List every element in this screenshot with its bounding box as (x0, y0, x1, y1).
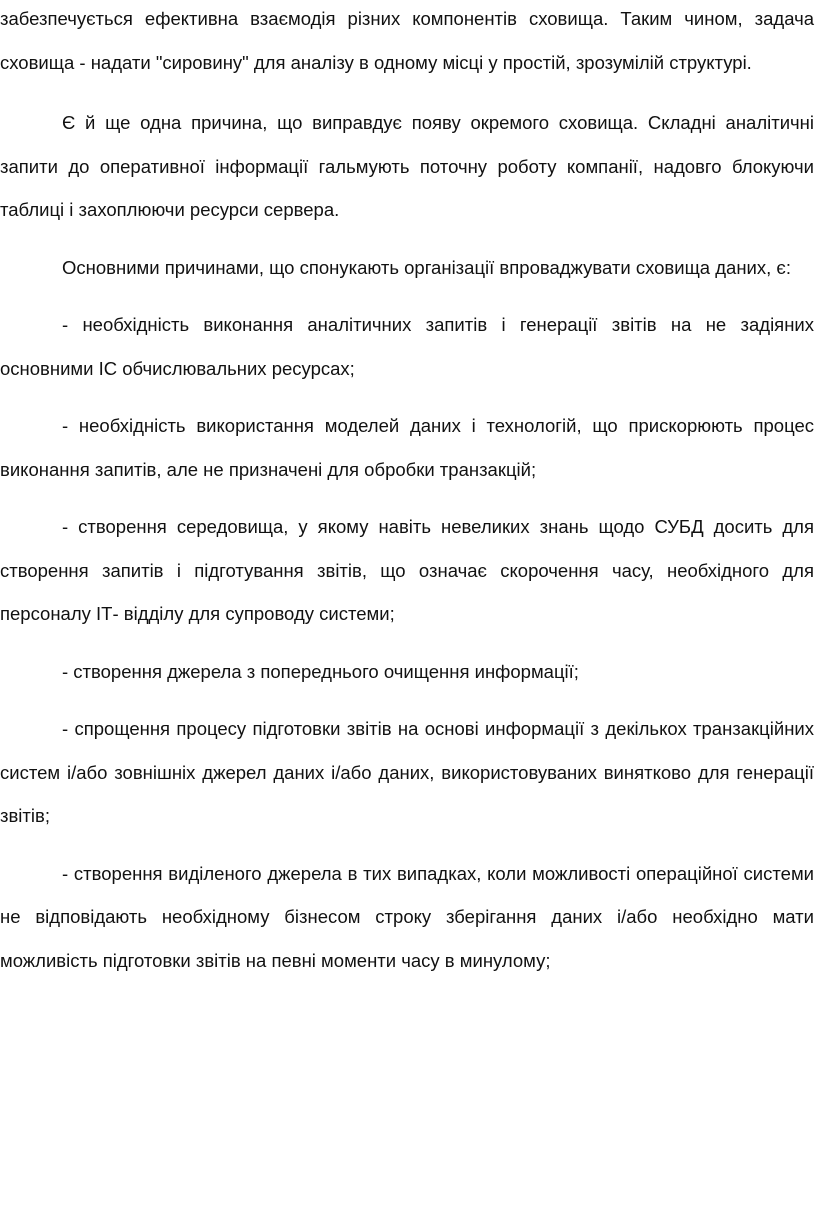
paragraph-another-reason: Є й ще одна причина, що виправдує появу окремого сховища. Складні аналітичні запити до оперативної інформації гальмують поточну роботу компанії, надовго блокуючи таблиці і захоплюючи ресурси сервера. (0, 112, 814, 220)
paragraph-continuation: забезпечується ефективна взаємодія різних компонентів сховища. Таким чином, задача сховища - надати "сировину" для аналізу в одному місці у простій, зрозумілій структурі. (0, 8, 814, 73)
list-item-data-models: - необхідність використання моделей даних і технологій, що прискорюють процес виконання запитів, але не призначені для обробки транзакцій; (0, 415, 814, 480)
list-item-report-simplification: - спрощення процесу підготовки звітів на основі информації з декількох транзакційних систем і/або зовнішніх джерел даних і/або даних, використовуваних винятково для генерації звітів; (0, 718, 814, 826)
list-item-dedicated-source: - створення виділеного джерела в тих випадках, коли можливості операційної системи не відповідають необхідному бізнесом строку зберігання даних і/або необхідно мати можливість підготовки звітів на певні моменти часу в минулому; (0, 862, 814, 971)
list-item-cleansing-source: - створення джерела з попереднього очищення информації; (62, 660, 579, 682)
list-item-analytical-queries: - необхідність виконання аналітичних запитів і генерації звітів на не задіяних основними ІС обчислювальних ресурсах; (0, 314, 814, 379)
list-item-environment: - створення середовища, у якому навіть невеликих знань щодо СУБД досить для створення запитів і підготування звітів, що означає скорочення часу, необхідного для персоналу ІТ- відділу для супроводу системи; (0, 516, 814, 624)
paragraph-main-reasons-intro: Основними причинами, що спонукають організації впроваджувати сховища даних, є: (62, 256, 791, 278)
